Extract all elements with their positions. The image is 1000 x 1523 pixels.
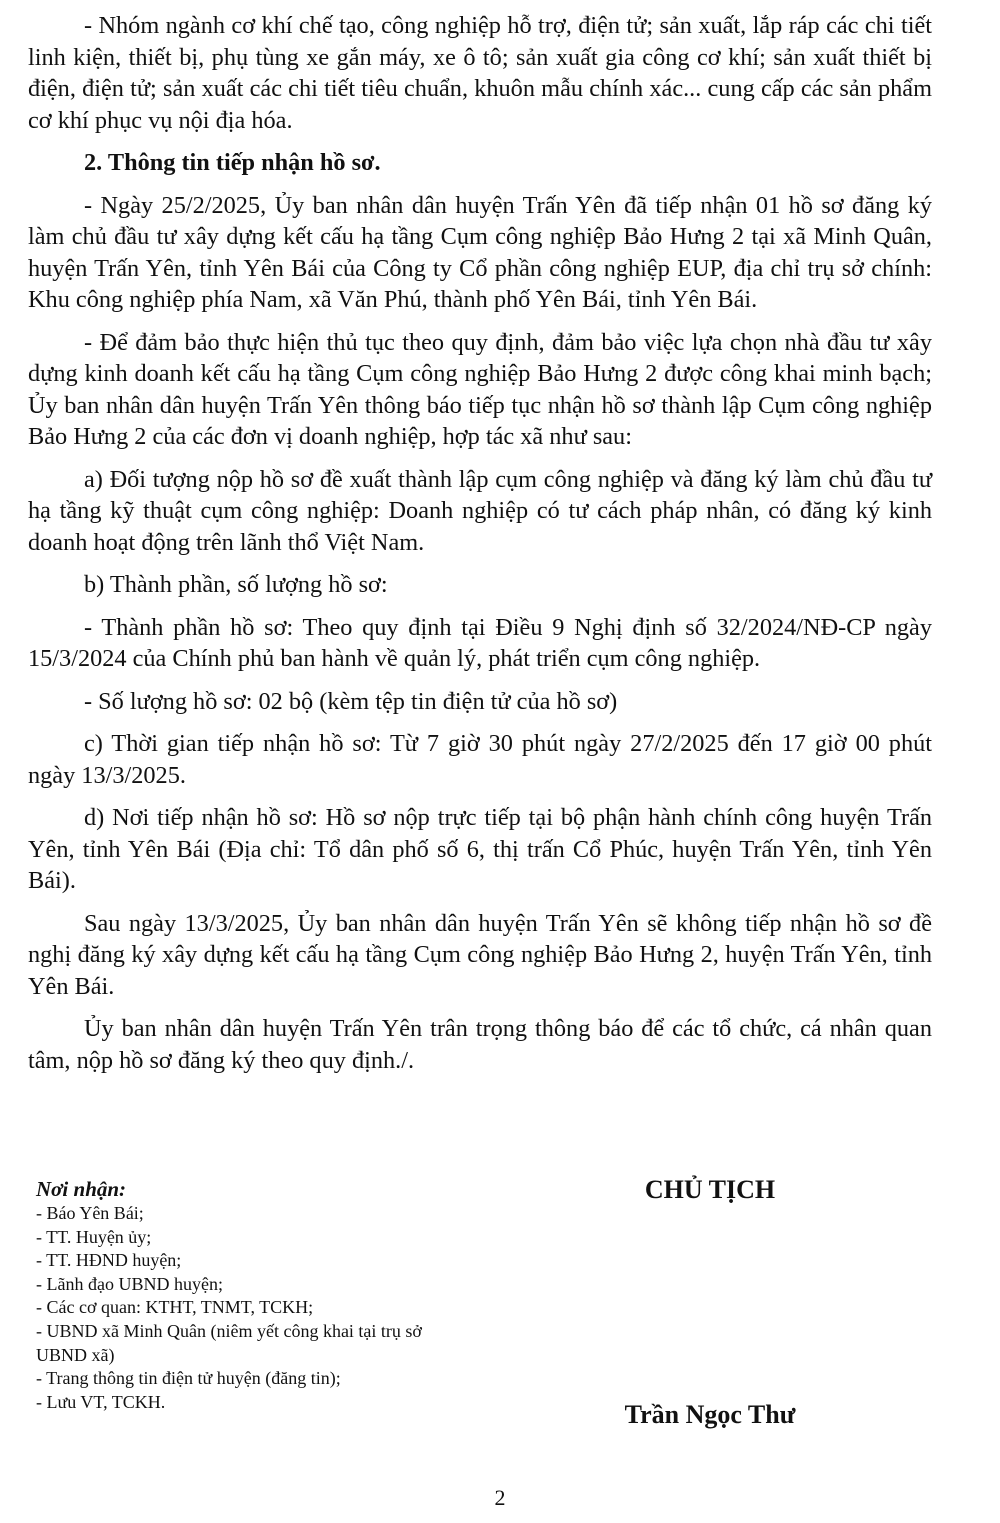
paragraph-closing: Ủy ban nhân dân huyện Trấn Yên trân trọng thông báo để các tổ chức, cá nhân quan tâm, nộp hồ sơ đăng ký theo quy định./. [28, 1015, 932, 1074]
signer-title: CHỦ TỊCH [644, 1175, 776, 1204]
paragraph-deadline-notice: Sau ngày 13/3/2025, Ủy ban nhân dân huyện Trấn Yên sẽ không tiếp nhận hồ sơ đề nghị đăng ký xây dựng kết cấu hạ tầng Cụm công nghiệp Bảo Hưng 2, huyện Trấn Yên, tỉnh Yên Bái. [28, 909, 932, 1000]
paragraph-dossier-composition-heading: b) Thành phần, số lượng hồ sơ: [84, 571, 388, 598]
paragraph-receiving-time: c) Thời gian tiếp nhận hồ sơ: Từ 7 giờ 30 phút ngày 27/2/2025 đến 17 giờ 00 phút ngày 13/3/2025. [28, 730, 932, 789]
paragraph-dossier-received: - Ngày 25/2/2025, Ủy ban nhân dân huyện Trấn Yên đã tiếp nhận 01 hồ sơ đăng ký làm chủ đầu tư xây dựng kết cấu hạ tầng Cụm công nghiệp Bảo Hưng 2 tại xã Minh Quân, huyện Trấn Yên, tỉnh Yên Bái của Công ty Cổ phần công nghiệp EUP, địa chỉ trụ sở chính: Khu công nghiệp phía Nam, xã Văn Phú, thành phố Yên Bái, tỉnh Yên Bái. [28, 191, 932, 313]
recipient-item: - Trang thông tin điện tử huyện (đăng tin); [36, 1368, 341, 1389]
recipients-list [36, 1202, 476, 1414]
paragraph-procedure-notice: - Để đảm bảo thực hiện thủ tục theo quy định, đảm bảo việc lựa chọn nhà đầu tư xây dựng kinh doanh kết cấu hạ tầng Cụm công nghiệp Bảo Hưng 2 được công khai minh bạch; Ủy ban nhân dân huyện Trấn Yên thông báo tiếp tục nhận hồ sơ thành lập Cụm công nghiệp Bảo Hưng 2 của các đơn vị doanh nghiệp, hợp tác xã như sau: [28, 328, 932, 450]
paragraph-applicant-subjects: a) Đối tượng nộp hồ sơ đề xuất thành lập cụm công nghiệp và đăng ký làm chủ đầu tư hạ tầng kỹ thuật cụm công nghiệp: Doanh nghiệp có tư cách pháp nhân, có đăng ký kinh doanh hoạt động trên lãnh thổ Việt Nam. [28, 465, 932, 556]
recipient-item: - TT. Huyện ủy; [36, 1226, 152, 1247]
section-heading-dossier-info: 2. Thông tin tiếp nhận hồ sơ. [84, 149, 381, 176]
recipient-item: - Lưu VT, TCKH. [36, 1391, 166, 1412]
paragraph-receiving-place: d) Nơi tiếp nhận hồ sơ: Hồ sơ nộp trực tiếp tại bộ phận hành chính công huyện Trấn Yên, tỉnh Yên Bái (Địa chỉ: Tổ dân phố số 6, thị trấn Cổ Phúc, huyện Trấn Yên, tỉnh Yên Bái). [28, 804, 932, 894]
page-number: 2 [494, 1485, 506, 1510]
signer-name: Trần Ngọc Thư [624, 1400, 796, 1429]
recipient-item: - UBND xã Minh Quân (niêm yết công khai tại trụ sở UBND xã) [36, 1320, 422, 1365]
recipient-item: - Báo Yên Bái; [36, 1203, 144, 1223]
document-body [28, 10, 932, 1087]
recipients-block [36, 1176, 476, 1414]
recipient-item: - TT. HĐND huyện; [36, 1250, 182, 1271]
recipient-item: - Lãnh đạo UBND huyện; [36, 1273, 223, 1294]
recipient-item: - Các cơ quan: KTHT, TNMT, TCKH; [36, 1297, 314, 1318]
signature-block [560, 1172, 860, 1208]
paragraph-dossier-composition: - Thành phần hồ sơ: Theo quy định tại Điều 9 Nghị định số 32/2024/NĐ-CP ngày 15/3/2024 của Chính phủ ban hành về quản lý, phát triển cụm công nghiệp. [28, 613, 932, 672]
recipients-title: Nơi nhận: [36, 1177, 127, 1201]
paragraph-industry-group: - Nhóm ngành cơ khí chế tạo, công nghiệp hỗ trợ, điện tử; sản xuất, lắp ráp các chi tiết linh kiện, thiết bị, phụ tùng xe gắn máy, xe ô tô; sản xuất gia công cơ khí; sản xuất thiết bị điện, điện tử; sản xuất các chi tiết tiêu chuẩn, khuôn mẫu chính xác... cung cấp các sản phẩm cơ khí phục vụ nội địa hóa. [28, 12, 932, 134]
paragraph-dossier-quantity: - Số lượng hồ sơ: 02 bộ (kèm tệp tin điện tử của hồ sơ) [84, 687, 618, 715]
